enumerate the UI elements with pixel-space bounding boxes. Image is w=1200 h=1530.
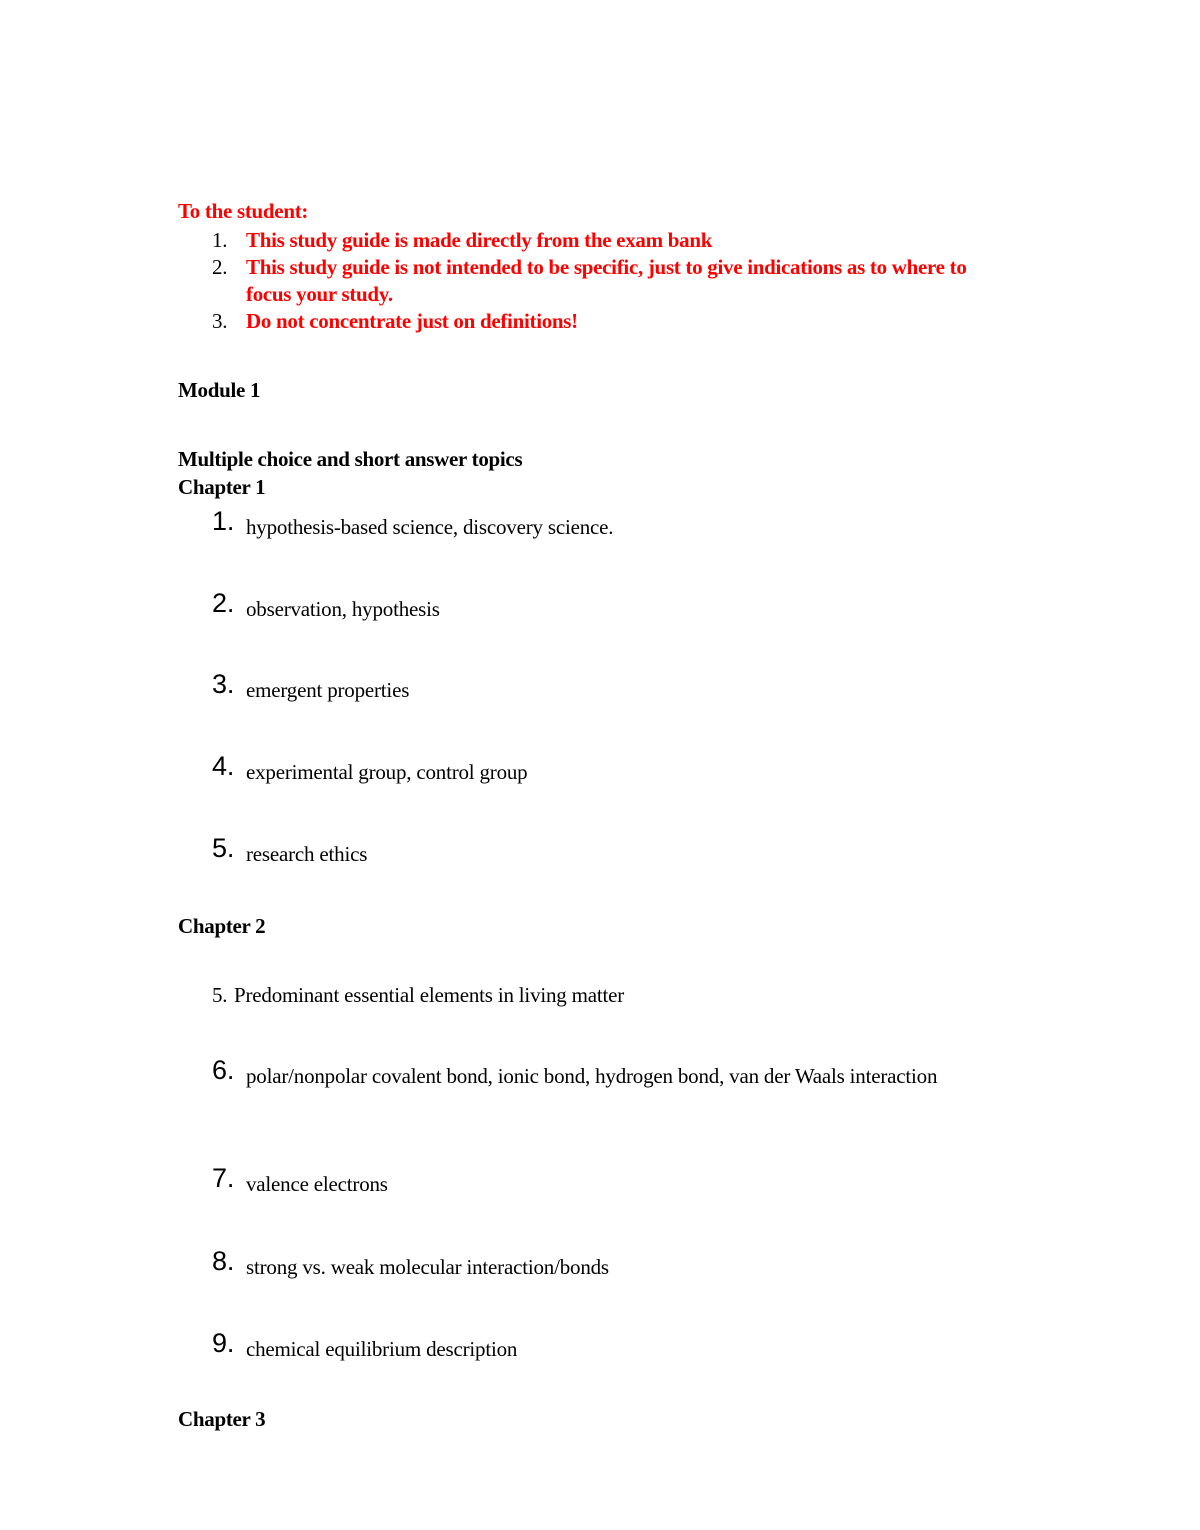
topic-item bbox=[212, 1328, 972, 1363]
topic-item bbox=[212, 1246, 972, 1281]
topic-number: 5. bbox=[212, 983, 228, 1007]
topic-text: observation, hypothesis bbox=[246, 597, 440, 621]
topic-number: 9. bbox=[212, 1328, 235, 1358]
topic-text: experimental group, control group bbox=[246, 760, 528, 784]
intro-item-number: 2. bbox=[212, 255, 228, 279]
intro-item-number: 3. bbox=[212, 309, 228, 333]
topic-item bbox=[212, 981, 972, 1009]
topic-number: 2. bbox=[212, 588, 235, 618]
topic-item bbox=[212, 751, 972, 786]
topic-text: research ethics bbox=[246, 842, 368, 866]
intro-item-text: This study guide is made directly from the exam bank bbox=[246, 228, 713, 252]
module-title: Module 1 bbox=[178, 378, 261, 402]
intro-item bbox=[178, 308, 998, 335]
chapter-2-heading: Chapter 2 bbox=[178, 914, 266, 938]
intro-list bbox=[178, 227, 998, 335]
chapter-1-heading: Chapter 1 bbox=[178, 475, 266, 499]
topic-text: emergent properties bbox=[246, 678, 410, 702]
topic-item bbox=[212, 588, 972, 623]
intro-label: To the student: bbox=[178, 199, 309, 223]
topic-item bbox=[212, 833, 972, 868]
topic-text: chemical equilibrium description bbox=[246, 1337, 518, 1361]
topic-text: strong vs. weak molecular interaction/bonds bbox=[246, 1255, 609, 1279]
topic-text: hypothesis-based science, discovery science. bbox=[246, 515, 614, 539]
chapter-3-heading: Chapter 3 bbox=[178, 1407, 266, 1431]
intro-item bbox=[178, 254, 998, 308]
topic-text: Predominant essential elements in living matter bbox=[234, 983, 625, 1007]
topic-number: 1. bbox=[212, 506, 235, 536]
topic-number: 5. bbox=[212, 833, 235, 863]
topic-item bbox=[212, 506, 972, 541]
topic-text: polar/nonpolar covalent bond, ionic bond, hydrogen bond, van der Waals interaction bbox=[246, 1064, 938, 1088]
intro-item bbox=[178, 227, 998, 254]
topic-number: 7. bbox=[212, 1163, 235, 1193]
module-subtitle: Multiple choice and short answer topics bbox=[178, 447, 523, 471]
topic-text: valence electrons bbox=[246, 1172, 388, 1196]
intro-item-number: 1. bbox=[212, 228, 228, 252]
topic-number: 4. bbox=[212, 751, 235, 781]
intro-item-text: Do not concentrate just on definitions! bbox=[246, 309, 578, 333]
topic-number: 8. bbox=[212, 1246, 235, 1276]
topic-item bbox=[212, 1163, 972, 1198]
intro-item-text: This study guide is not intended to be specific, just to give indications as to where to focus your study. bbox=[246, 255, 967, 306]
topic-number: 6. bbox=[212, 1055, 235, 1085]
topic-item bbox=[212, 669, 972, 704]
topic-number: 3. bbox=[212, 669, 235, 699]
topic-item bbox=[212, 1055, 972, 1090]
